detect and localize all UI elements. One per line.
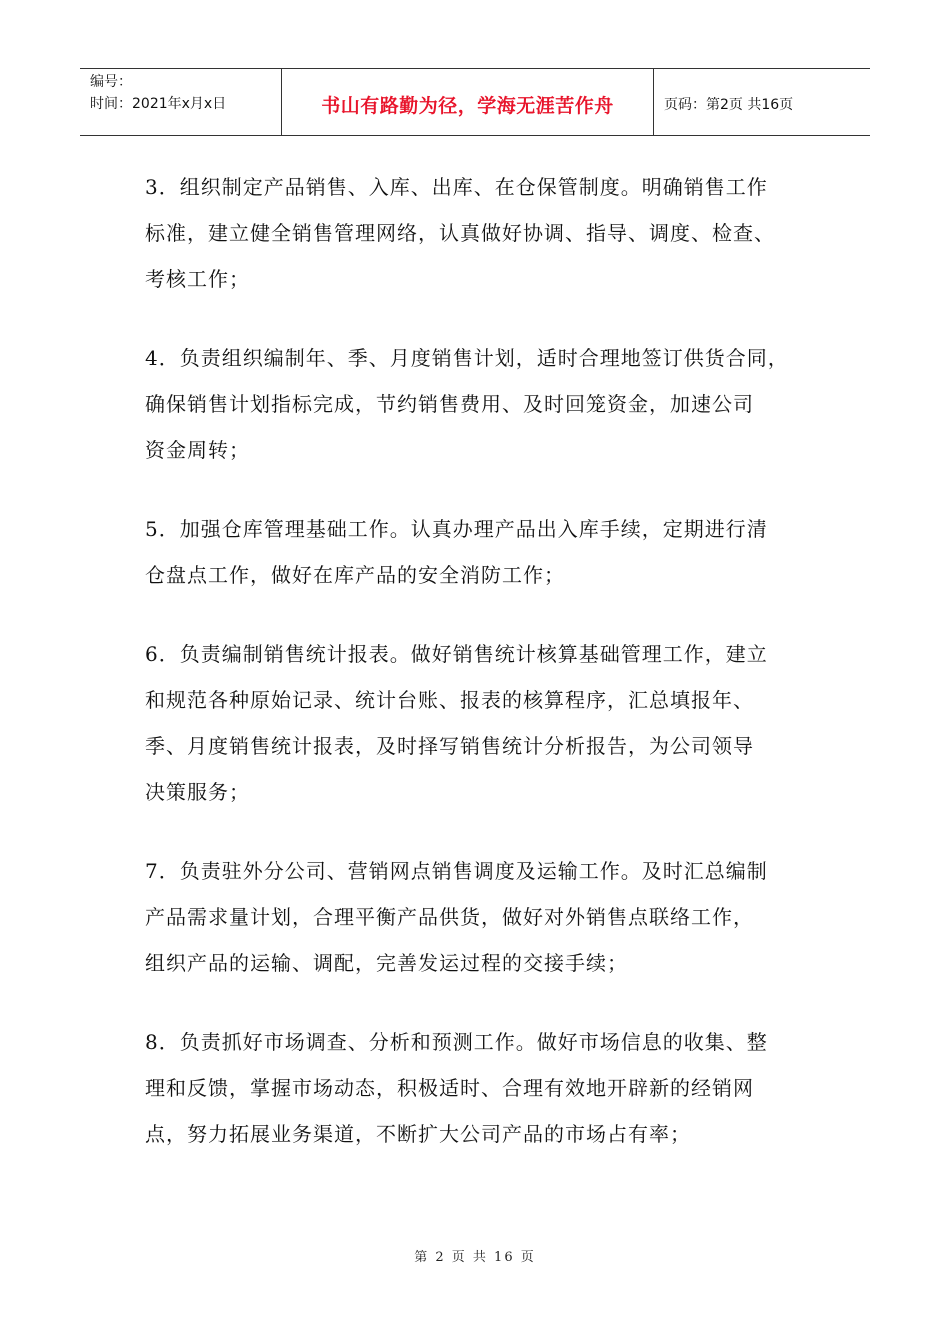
page-footer: 第 2 页 共 16 页 xyxy=(414,1250,536,1265)
paragraph-line: 确保销售计划指标完成，节约销售费用、及时回笼资金，加速公司 xyxy=(145,392,754,416)
paragraph-line: 决策服务； xyxy=(145,780,250,804)
duty-paragraph xyxy=(145,631,825,815)
paragraph-line: 产品需求量计划，合理平衡产品供货，做好对外销售点联络工作， xyxy=(145,905,754,929)
paragraph-line: 理和反馈，掌握市场动态，积极适时、合理有效地开辟新的经销网 xyxy=(145,1076,754,1100)
paragraph-line: 6．负责编制销售统计报表。做好销售统计核算基础管理工作，建立 xyxy=(145,642,768,666)
paragraph-line: 7．负责驻外分公司、营销网点销售调度及运输工作。及时汇总编制 xyxy=(145,859,768,883)
paragraph-line: 资金周转； xyxy=(145,438,250,462)
document-date-label: 时间：2021年x月x日 xyxy=(90,96,227,112)
paragraph-line: 点，努力拓展业务渠道，不断扩大公司产品的市场占有率； xyxy=(145,1122,691,1146)
duty-paragraph xyxy=(145,506,825,598)
paragraph-line: 考核工作； xyxy=(145,267,250,291)
header-page-info: 页码：第2页 共16页 xyxy=(664,97,794,113)
paragraph-line: 8．负责抓好市场调查、分析和预测工作。做好市场信息的收集、整 xyxy=(145,1030,768,1054)
document-body xyxy=(145,164,825,1190)
page-header xyxy=(80,68,870,136)
header-motto-cell xyxy=(282,69,654,135)
paragraph-line: 季、月度销售统计报表，及时择写销售统计分析报告，为公司领导 xyxy=(145,734,754,758)
paragraph-line: 标准，建立健全销售管理网络，认真做好协调、指导、调度、检查、 xyxy=(145,221,775,245)
paragraph-line: 和规范各种原始记录、统计台账、报表的核算程序，汇总填报年、 xyxy=(145,688,754,712)
paragraph-line: 3．组织制定产品销售、入库、出库、在仓保管制度。明确销售工作 xyxy=(145,175,768,199)
paragraph-line: 5．加强仓库管理基础工作。认真办理产品出入库手续，定期进行清 xyxy=(145,517,768,541)
document-number-label: 编号： xyxy=(90,74,132,90)
duty-paragraph xyxy=(145,164,825,302)
header-motto: 书山有路勤为径，学海无涯苦作舟 xyxy=(321,94,614,117)
duty-paragraph xyxy=(145,848,825,986)
paragraph-line: 仓盘点工作，做好在库产品的安全消防工作； xyxy=(145,563,565,587)
header-page-cell xyxy=(654,69,870,135)
duty-paragraph xyxy=(145,335,825,473)
header-meta-cell xyxy=(80,69,282,135)
paragraph-line: 组织产品的运输、调配，完善发运过程的交接手续； xyxy=(145,951,628,975)
duty-paragraph xyxy=(145,1019,825,1157)
paragraph-line: 4．负责组织编制年、季、月度销售计划，适时合理地签订供货合同， xyxy=(145,346,789,370)
